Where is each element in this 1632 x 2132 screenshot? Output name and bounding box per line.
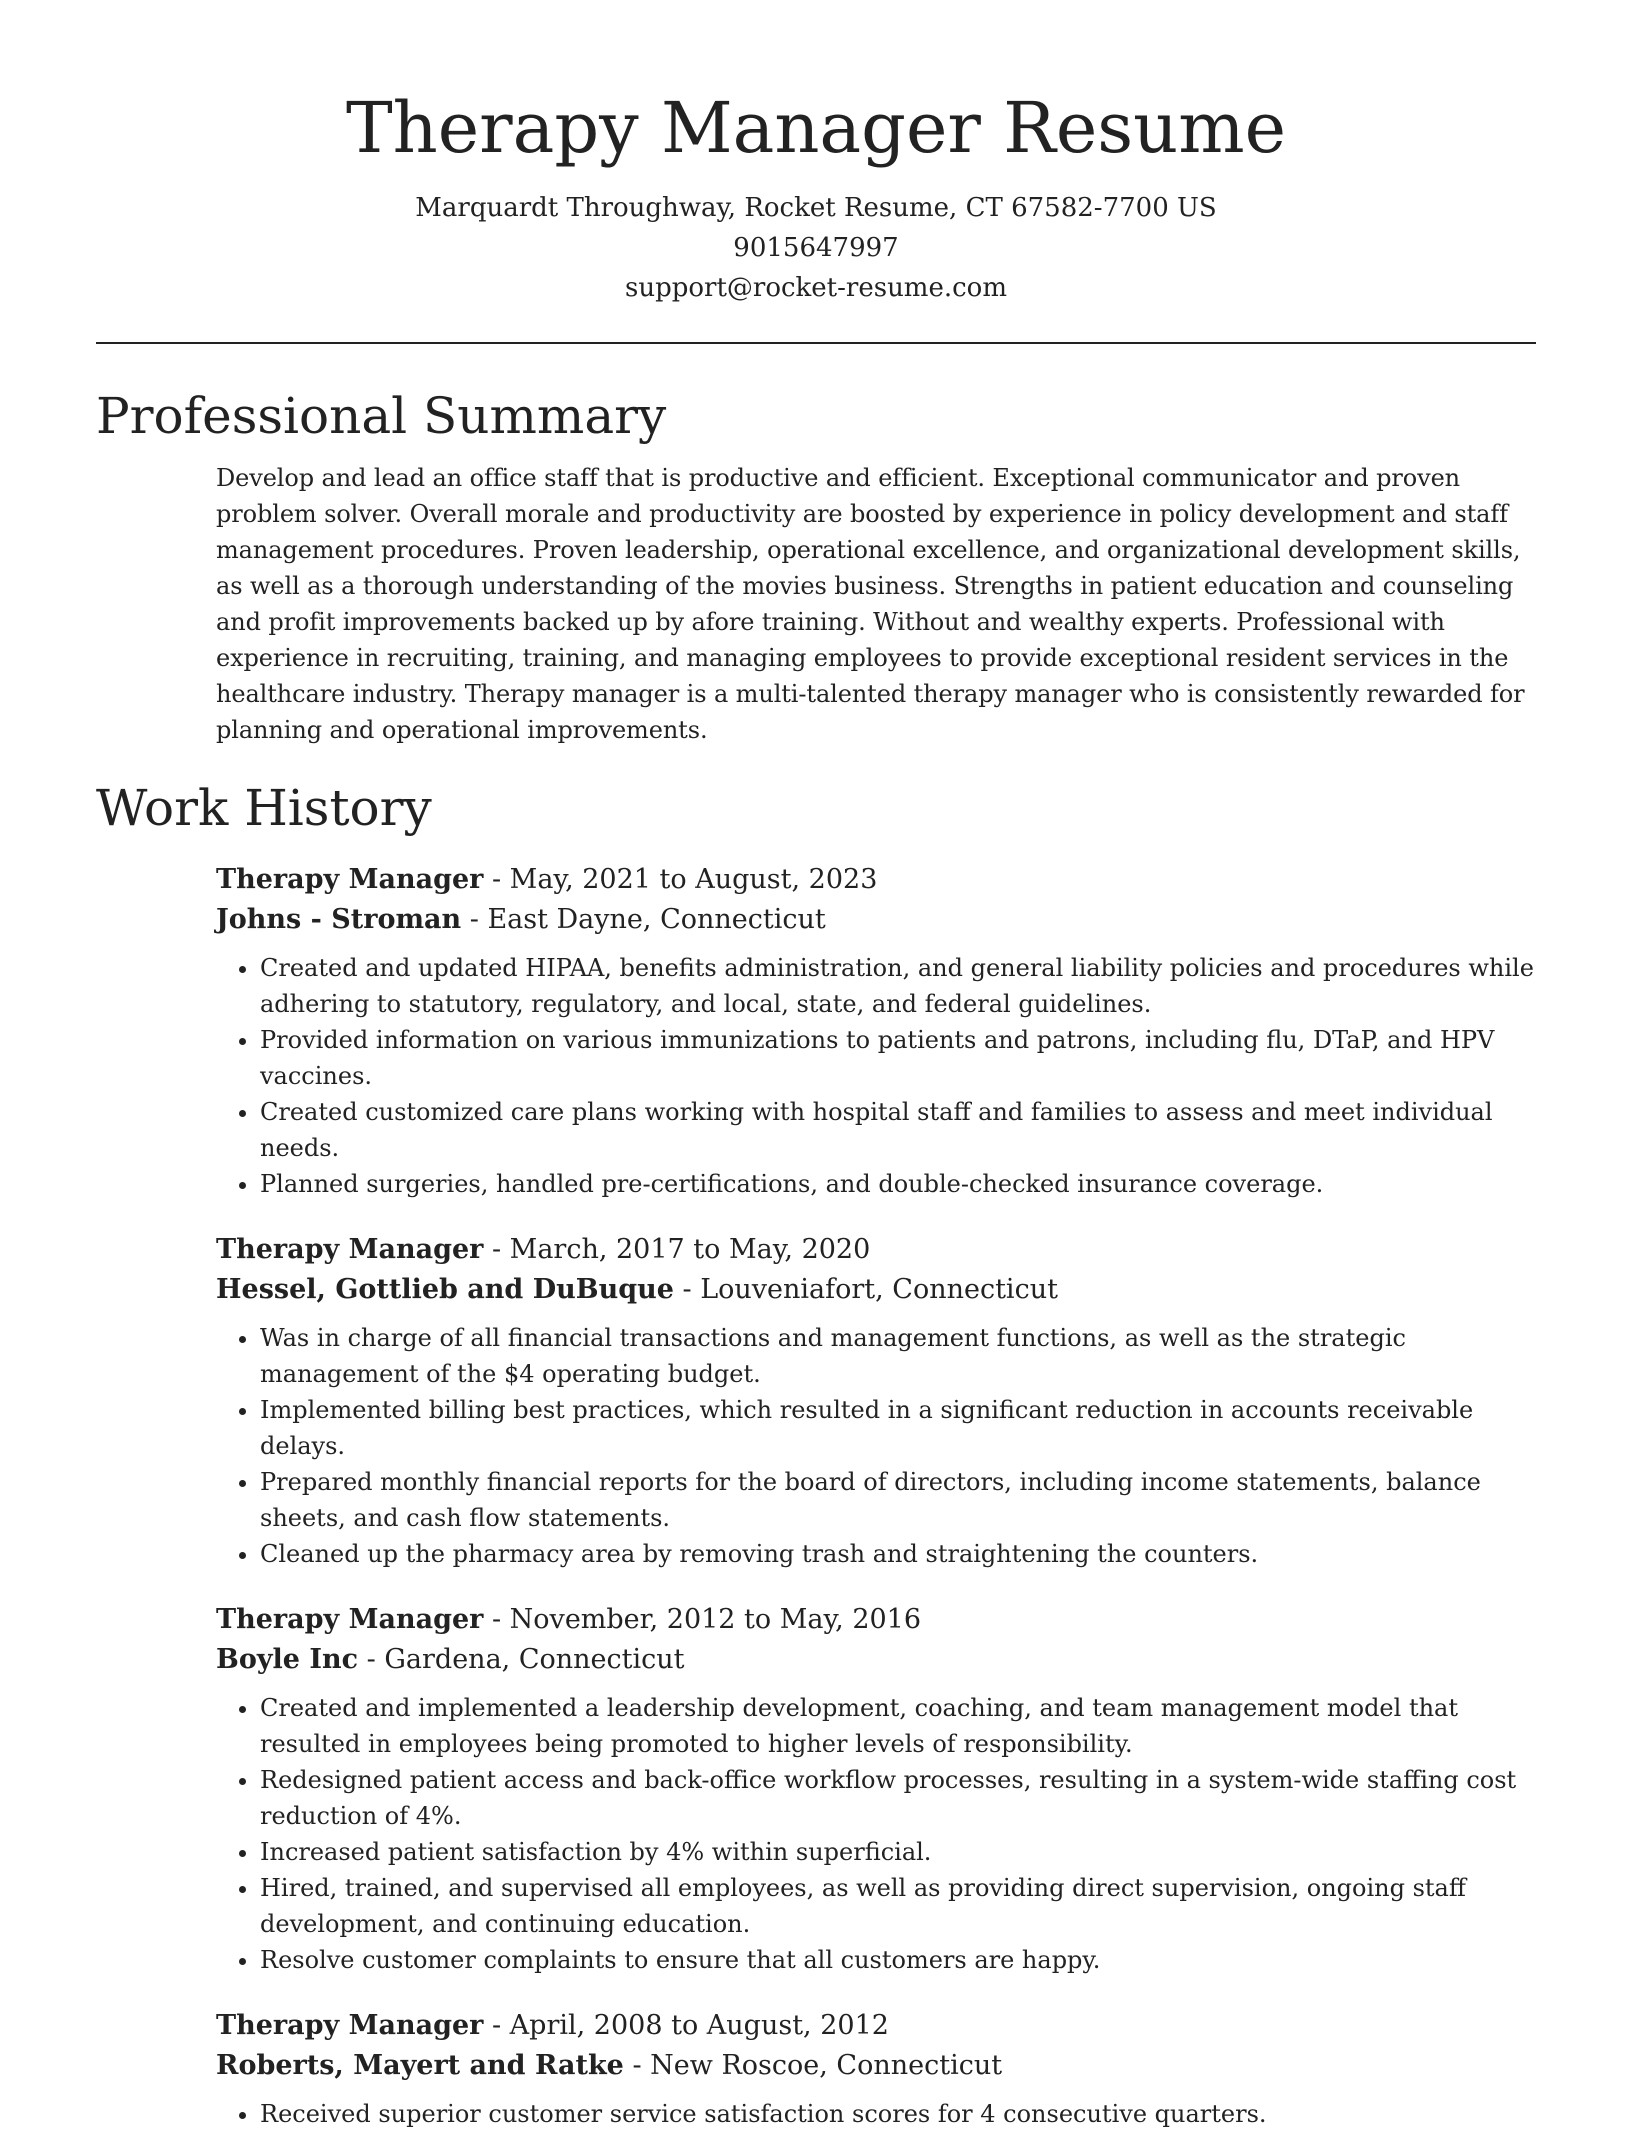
job-entry [216, 2006, 1536, 2132]
job-bullet: • Created and implemented a leadership development, coaching, and team management model that resulted in employees being promoted to higher levels of responsibility. [260, 1690, 1536, 1762]
contact-address: Marquardt Throughway, Rocket Resume, CT 67582-7700 US [415, 193, 1217, 223]
job-bullet: • Planned surgeries, handled pre-certifications, and double-checked insurance coverage. [260, 1166, 1536, 1202]
job-bullet: • Received superior customer service satisfaction scores for 4 consecutive quarters. [260, 2096, 1536, 2132]
job-bullet: • Cleaned up the pharmacy area by removing trash and straightening the counters. [260, 1536, 1536, 1572]
job-company: Roberts, Mayert and Ratke [216, 2050, 624, 2081]
contact-phone: 9015647997 [733, 233, 899, 263]
job-entry [216, 1600, 1536, 1978]
job-location: - Gardena, Connecticut [358, 1644, 685, 1675]
job-title-line [216, 2006, 1536, 2046]
summary-section [96, 384, 1536, 748]
job-bullet: • Created and updated HIPAA, benefits administration, and general liability policies and procedures while adhering to statutory, regulatory, and local, state, and federal guidelines. [260, 950, 1536, 1022]
job-bullet: • Was in charge of all financial transactions and management functions, as well as the strategic management of the $4 operating budget. [260, 1320, 1536, 1392]
job-location: - New Roscoe, Connecticut [623, 2050, 1003, 2081]
job-title: Therapy Manager [216, 1234, 484, 1265]
summary-text: Develop and lead an office staff that is productive and efficient. Exceptional communicator and proven problem solver. Overall morale and productivity are boosted by experience in policy development and staff management procedures. Proven leadership, operational excellence, and organizational development skills, as well as a thorough understanding of the movies business. Strengths in patient education and counseling and profit improvements backed up by afore training. Without and wealthy experts. Professional with experience in recruiting, training, and managing employees to provide exceptional resident services in the healthcare industry. Therapy manager is a multi-talented therapy manager who is consistently rewarded for planning and operational improvements. [216, 464, 1525, 744]
job-bullets [216, 1690, 1536, 1978]
job-bullet: • Resolve customer complaints to ensure that all customers are happy. [260, 1942, 1536, 1978]
job-dates: - November, 2012 to May, 2016 [483, 1604, 922, 1635]
job-bullets [216, 950, 1536, 1202]
job-bullet: • Increased patient satisfaction by 4% within superficial. [260, 1834, 1536, 1870]
job-bullet: • Provided information on various immunizations to patients and patrons, including flu, DTaP, and HPV vaccines. [260, 1022, 1536, 1094]
job-title: Therapy Manager [216, 1604, 484, 1635]
job-entry [216, 1230, 1536, 1572]
job-dates: - March, 2017 to May, 2020 [483, 1234, 871, 1265]
job-entry [216, 860, 1536, 1202]
job-bullet: • Implemented billing best practices, which resulted in a significant reduction in accounts receivable delays. [260, 1392, 1536, 1464]
job-title: Therapy Manager [216, 864, 484, 895]
work-history-heading: Work History [96, 779, 432, 837]
job-dates: - May, 2021 to August, 2023 [483, 864, 878, 895]
work-history-section [96, 776, 1536, 2132]
job-bullet: • Prepared monthly financial reports for the board of directors, including income statements, balance sheets, and cash flow statements. [260, 1464, 1536, 1536]
summary-heading: Professional Summary [96, 387, 667, 445]
job-title: Therapy Manager [216, 2010, 484, 2041]
header-divider [96, 342, 1536, 344]
page-title: Therapy Manager Resume [345, 87, 1287, 169]
resume-header [0, 0, 1632, 308]
contact-email: support@rocket-resume.com [624, 273, 1007, 303]
job-company: Johns - Stroman [216, 904, 462, 935]
job-bullets [216, 1320, 1536, 1572]
job-location: - East Dayne, Connecticut [461, 904, 826, 935]
job-company-line [216, 2046, 1536, 2086]
job-title-line [216, 1230, 1536, 1270]
job-company-line [216, 1270, 1536, 1310]
job-company-line [216, 900, 1536, 940]
job-bullet: • Hired, trained, and supervised all employees, as well as providing direct supervision, ongoing staff development, and continuing education. [260, 1870, 1536, 1942]
job-location: - Louveniafort, Connecticut [673, 1274, 1058, 1305]
job-bullet: • Created customized care plans working with hospital staff and families to assess and meet individual needs. [260, 1094, 1536, 1166]
job-title-line [216, 860, 1536, 900]
job-company: Boyle Inc [216, 1644, 359, 1675]
job-bullet: • Redesigned patient access and back-office workflow processes, resulting in a system-wide staffing cost reduction of 4%. [260, 1762, 1536, 1834]
job-company-line [216, 1640, 1536, 1680]
job-dates: - April, 2008 to August, 2012 [483, 2010, 889, 2041]
job-bullets [216, 2096, 1536, 2132]
job-company: Hessel, Gottlieb and DuBuque [216, 1274, 674, 1305]
job-title-line [216, 1600, 1536, 1640]
